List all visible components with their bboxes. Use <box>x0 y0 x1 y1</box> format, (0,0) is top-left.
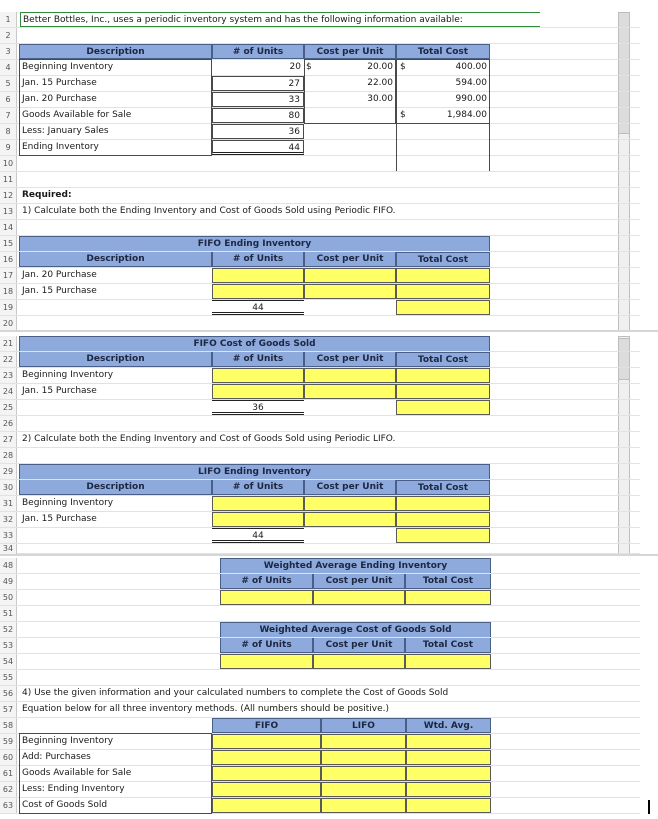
wa-ei-title: Weighted Average Ending Inventory <box>220 558 491 573</box>
row-number[interactable]: 21 <box>0 336 17 351</box>
wa-ei-col-units: # of Units <box>220 574 313 589</box>
row-number[interactable]: 20 <box>0 316 17 330</box>
t1-header-cost: Cost per Unit <box>304 44 396 59</box>
fifo-ei-units-input[interactable] <box>212 268 304 283</box>
t1-total[interactable]: 1,984.00 <box>446 110 487 120</box>
row-number[interactable]: 52 <box>0 622 17 637</box>
question-2[interactable]: 2) Calculate both the Ending Inventory and Cost of Goods Sold using Periodic LIFO. <box>22 434 396 444</box>
question-4-line2[interactable]: Equation below for all three inventory methods. (All numbers should be positive.) <box>22 704 390 714</box>
t1-total-box <box>396 59 490 124</box>
row-number[interactable]: 15 <box>0 236 17 251</box>
t1-total[interactable]: 990.00 <box>455 94 487 104</box>
lifo-ei-title: LIFO Ending Inventory <box>19 464 490 479</box>
fifo-ei-row-desc: Jan. 15 Purchase <box>22 286 97 296</box>
row-number[interactable]: 30 <box>0 480 17 495</box>
cogs-eq-col-fifo: FIFO <box>212 718 321 733</box>
fifo-cogs-col-desc: Description <box>19 352 212 367</box>
row-number[interactable]: 59 <box>0 734 17 749</box>
cogs-eq-blank-header <box>19 718 212 733</box>
t1-desc[interactable]: Jan. 15 Purchase <box>22 78 97 88</box>
wa-cogs-col-total: Total Cost <box>405 638 491 653</box>
fifo-ei-col-desc: Description <box>19 252 212 267</box>
lifo-ei-row-desc: Jan. 15 Purchase <box>22 514 97 524</box>
question-4-line1[interactable]: 4) Use the given information and your calculated numbers to complete the Cost of Goods Sold <box>22 688 449 698</box>
fifo-cogs-row-desc: Jan. 15 Purchase <box>22 386 97 396</box>
row-number[interactable]: 7 <box>0 108 17 123</box>
wa-ei-units-input[interactable] <box>220 590 313 605</box>
cogs-eq-fifo-input[interactable] <box>212 750 321 765</box>
row-number[interactable]: 62 <box>0 782 17 797</box>
row-number[interactable]: 61 <box>0 766 17 781</box>
row-number[interactable]: 19 <box>0 300 17 315</box>
fifo-cogs-cost-input[interactable] <box>304 384 396 399</box>
question-1[interactable]: 1) Calculate both the Ending Inventory and Cost of Goods Sold using Periodic FIFO. <box>22 206 396 216</box>
wa-cogs-units-input[interactable] <box>220 654 313 669</box>
t1-desc[interactable]: Less: January Sales <box>22 126 109 136</box>
fifo-ei-total-units: 44 <box>212 300 304 315</box>
row-number[interactable]: 13 <box>0 204 17 219</box>
row-number[interactable]: 50 <box>0 590 17 605</box>
fifo-cogs-col-units: # of Units <box>212 352 304 367</box>
wa-ei-col-cost: Cost per Unit <box>313 574 405 589</box>
fifo-ei-cost-input[interactable] <box>304 268 396 283</box>
cogs-eq-fifo-input[interactable] <box>212 798 321 813</box>
cogs-eq-lifo-input[interactable] <box>321 782 406 797</box>
fifo-ei-title: FIFO Ending Inventory <box>19 236 490 251</box>
row-number[interactable]: 8 <box>0 124 17 139</box>
cogs-eq-row-label: Add: Purchases <box>22 752 91 762</box>
t1-total[interactable]: 400.00 <box>455 62 487 72</box>
row-number[interactable]: 22 <box>0 352 17 367</box>
t1-units[interactable]: 20 <box>289 62 301 72</box>
fifo-ei-total-input[interactable] <box>396 268 490 283</box>
lifo-ei-total-input[interactable] <box>396 512 490 527</box>
t1-desc[interactable]: Ending Inventory <box>22 142 99 152</box>
lifo-ei-total-input[interactable] <box>396 496 490 511</box>
t1-total-dollar: $ <box>400 110 406 120</box>
lifo-ei-units-input[interactable] <box>212 512 304 527</box>
fifo-cogs-title: FIFO Cost of Goods Sold <box>19 336 490 351</box>
fifo-cogs-col-total: Total Cost <box>396 352 490 367</box>
t1-total[interactable]: 594.00 <box>455 78 487 88</box>
lifo-ei-col-cost: Cost per Unit <box>304 480 396 495</box>
intro-text[interactable]: Better Bottles, Inc., uses a periodic inventory system and has the following information available: <box>20 12 540 27</box>
t1-total-dollar: $ <box>400 62 406 72</box>
lifo-ei-grand-total-input[interactable] <box>396 528 490 543</box>
row-number[interactable]: 55 <box>0 670 17 685</box>
cogs-eq-row-label: Beginning Inventory <box>22 736 114 746</box>
fifo-ei-grand-total-input[interactable] <box>396 300 490 315</box>
row-number[interactable]: 48 <box>0 558 17 573</box>
row-number[interactable]: 51 <box>0 606 17 621</box>
cogs-eq-col-wtd-avg: Wtd. Avg. <box>406 718 491 733</box>
t1-desc-box <box>19 59 212 156</box>
row-number[interactable]: 18 <box>0 284 17 299</box>
fifo-cogs-total-units: 36 <box>212 400 304 415</box>
fifo-cogs-col-cost: Cost per Unit <box>304 352 396 367</box>
t1-units[interactable]: 27 <box>212 76 304 91</box>
fifo-cogs-units-input[interactable] <box>212 368 304 383</box>
row-number[interactable]: 11 <box>0 172 17 187</box>
row-number[interactable]: 4 <box>0 60 17 75</box>
t1-desc[interactable]: Goods Available for Sale <box>22 110 132 120</box>
fifo-ei-col-total: Total Cost <box>396 252 490 267</box>
sheet-section-2 <box>0 336 658 554</box>
row-number[interactable]: 9 <box>0 140 17 155</box>
row-number[interactable]: 3 <box>0 44 17 59</box>
row-number[interactable]: 14 <box>0 220 17 235</box>
fifo-ei-col-cost: Cost per Unit <box>304 252 396 267</box>
fifo-cogs-row-desc: Beginning Inventory <box>22 370 114 380</box>
row-number[interactable]: 63 <box>0 798 17 813</box>
t1-cost[interactable]: 30.00 <box>367 94 393 104</box>
cogs-eq-col-lifo: LIFO <box>321 718 406 733</box>
cogs-eq-row-label: Less: Ending Inventory <box>22 784 125 794</box>
t1-desc[interactable]: Jan. 20 Purchase <box>22 94 97 104</box>
t1-units[interactable]: 33 <box>212 92 304 107</box>
row-number[interactable]: 17 <box>0 268 17 283</box>
fifo-cogs-units-input[interactable] <box>212 384 304 399</box>
t1-units[interactable]: 80 <box>212 108 304 123</box>
cogs-eq-row-label: Goods Available for Sale <box>22 768 132 778</box>
wa-ei-col-total: Total Cost <box>405 574 491 589</box>
row-number[interactable]: 23 <box>0 368 17 383</box>
lifo-ei-col-desc: Description <box>19 480 212 495</box>
cogs-eq-wavg-input[interactable] <box>406 766 491 781</box>
cogs-eq-fifo-input[interactable] <box>212 782 321 797</box>
row-number[interactable]: 6 <box>0 92 17 107</box>
t1-cost[interactable]: 20.00 <box>367 62 393 72</box>
cogs-eq-wavg-input[interactable] <box>406 798 491 813</box>
fifo-cogs-grand-total-input[interactable] <box>396 400 490 415</box>
row-number[interactable]: 56 <box>0 686 17 701</box>
cogs-eq-lifo-input[interactable] <box>321 766 406 781</box>
cogs-eq-row-label: Cost of Goods Sold <box>22 800 108 810</box>
t1-units[interactable]: 44 <box>212 140 304 155</box>
required-label[interactable]: Required: <box>22 190 72 200</box>
lifo-ei-cost-input[interactable] <box>304 496 396 511</box>
cogs-eq-lifo-input[interactable] <box>321 734 406 749</box>
fifo-cogs-total-input[interactable] <box>396 368 490 383</box>
row-number[interactable]: 25 <box>0 400 17 415</box>
fifo-ei-col-units: # of Units <box>212 252 304 267</box>
cogs-eq-wavg-input[interactable] <box>406 734 491 749</box>
row-number[interactable]: 34 <box>0 544 17 554</box>
t1-dollar: $ <box>306 62 312 72</box>
fifo-cogs-total-input[interactable] <box>396 384 490 399</box>
row-number[interactable]: 28 <box>0 448 17 463</box>
lifo-ei-col-units: # of Units <box>212 480 304 495</box>
t1-header-total: Total Cost <box>396 44 490 59</box>
lifo-ei-col-total: Total Cost <box>396 480 490 495</box>
lifo-ei-row-desc: Beginning Inventory <box>22 498 114 508</box>
wa-cogs-total-input[interactable] <box>405 654 491 669</box>
t1-units[interactable]: 36 <box>212 124 304 139</box>
wa-ei-cost-input[interactable] <box>313 590 405 605</box>
row-number[interactable]: 5 <box>0 76 17 91</box>
sheet-section-3 <box>0 558 658 819</box>
t1-header-units: # of Units <box>212 44 304 59</box>
row-number[interactable]: 33 <box>0 528 17 543</box>
row-number[interactable]: 10 <box>0 156 17 171</box>
row-number[interactable]: 58 <box>0 718 17 733</box>
wa-cogs-col-units: # of Units <box>220 638 313 653</box>
wa-cogs-title: Weighted Average Cost of Goods Sold <box>220 622 491 637</box>
wa-cogs-cost-input[interactable] <box>313 654 405 669</box>
row-number[interactable]: 1 <box>0 12 17 27</box>
wa-cogs-col-cost: Cost per Unit <box>313 638 405 653</box>
cogs-eq-wavg-input[interactable] <box>406 750 491 765</box>
row-number[interactable]: 57 <box>0 702 17 717</box>
fifo-ei-total-input[interactable] <box>396 284 490 299</box>
t1-header-description: Description <box>19 44 212 59</box>
sheet-section-1 <box>0 12 658 330</box>
cogs-eq-wavg-input[interactable] <box>406 782 491 797</box>
cogs-eq-lifo-input[interactable] <box>321 750 406 765</box>
row-number[interactable]: 31 <box>0 496 17 511</box>
row-number[interactable]: 2 <box>0 28 17 43</box>
row-number[interactable]: 26 <box>0 416 17 431</box>
lifo-ei-total-units: 44 <box>212 528 304 543</box>
text-cursor <box>648 800 650 814</box>
row-number[interactable]: 54 <box>0 654 17 669</box>
cogs-eq-label-box <box>19 733 212 814</box>
fifo-cogs-cost-input[interactable] <box>304 368 396 383</box>
row-number[interactable]: 53 <box>0 638 17 653</box>
row-number[interactable]: 24 <box>0 384 17 399</box>
row-number[interactable]: 60 <box>0 750 17 765</box>
lifo-ei-units-input[interactable] <box>212 496 304 511</box>
row-number[interactable]: 49 <box>0 574 17 589</box>
row-number[interactable]: 16 <box>0 252 17 267</box>
cogs-eq-lifo-input[interactable] <box>321 798 406 813</box>
row-number[interactable]: 32 <box>0 512 17 527</box>
row-number[interactable]: 12 <box>0 188 17 203</box>
row-number[interactable]: 27 <box>0 432 17 447</box>
fifo-ei-row-desc: Jan. 20 Purchase <box>22 270 97 280</box>
row-number[interactable]: 29 <box>0 464 17 479</box>
fifo-ei-cost-input[interactable] <box>304 284 396 299</box>
fifo-ei-units-input[interactable] <box>212 284 304 299</box>
t1-cost-box <box>304 59 396 124</box>
wa-ei-total-input[interactable] <box>405 590 491 605</box>
t1-desc[interactable]: Beginning Inventory <box>22 62 114 72</box>
t1-cost[interactable]: 22.00 <box>367 78 393 88</box>
cogs-eq-fifo-input[interactable] <box>212 766 321 781</box>
lifo-ei-cost-input[interactable] <box>304 512 396 527</box>
cogs-eq-fifo-input[interactable] <box>212 734 321 749</box>
